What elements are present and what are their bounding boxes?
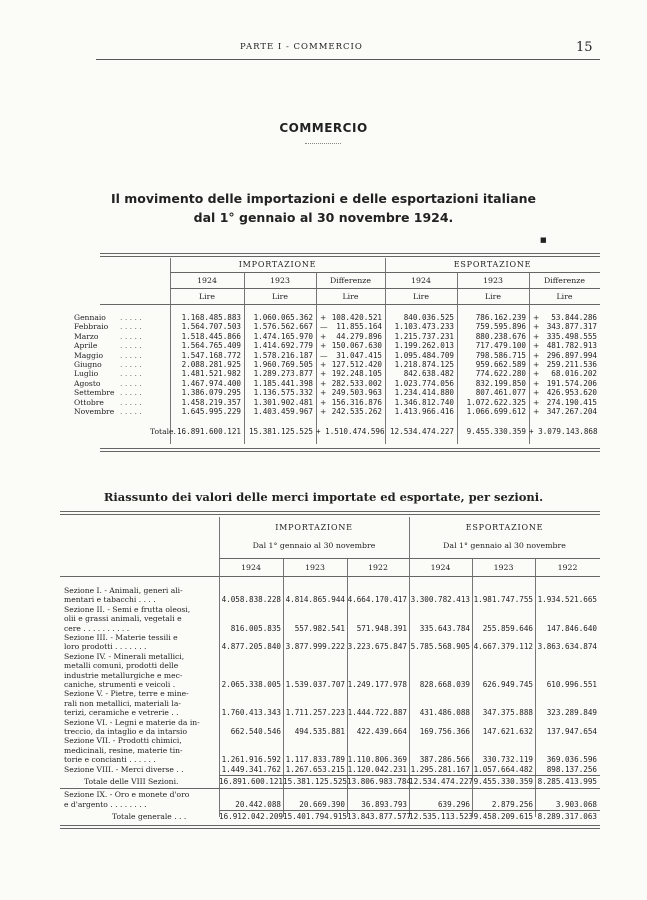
t1-cell: 242.535.262 [331,407,382,416]
t1-cell: 842.638.482 [403,369,454,379]
t1-cell: 335.498.555 [546,331,597,341]
t2-row-label: cere . . . . . . . . . . [64,623,130,633]
t2-row-label: caniche, strumenti e veicoli . [64,680,176,689]
t1-cell: 1.564.765.409 [181,341,241,351]
t1-total-value: 12.534.474.227 [389,427,454,436]
t1-row-month: Luglio [74,369,99,379]
t1-unit: Lire [484,292,501,301]
t2-cell: 494.535.881 [294,727,345,736]
t2-cell: 571.948.391 [356,623,407,633]
t1-row-month: Aprile [74,341,98,351]
t1-cell: 840.036.525 [403,313,454,322]
t1-sign: + [320,397,327,407]
t2-subtotal-label: Totale delle VIII Sezioni. [84,777,179,786]
print-mark: ■ [540,236,547,244]
t1-cell: 259.211.536 [546,360,597,369]
t1-cell: 156.316.876 [331,397,382,407]
t1-row-leader: . . . . . [120,397,142,407]
t1-cell: 1.578.216.187 [253,350,313,360]
t2-rule [219,558,600,559]
t2-cell: 1.760.413.343 [221,708,281,718]
t1-cell: 426.953.620 [546,388,597,398]
t2-row-label: e d'argento . . . . . . . . [64,799,147,809]
t2-cell: 1.539.037.707 [285,680,345,689]
t1-cell: 1.199.262.013 [394,341,454,351]
t2-row-label: Sezione II. - Semi e frutta oleosi, [64,604,191,614]
t2-cell: 662.540.546 [230,727,281,736]
table1-title-line1: Il movimento delle importazioni e delle esportazioni italiane [110,191,537,206]
t2-cell: 1.711.257.223 [285,708,345,718]
t1-cell: 1.403.459.967 [253,407,313,416]
header-rule [96,59,600,60]
t2-cell: 16.891.600.121 [219,777,284,786]
t1-cell: 807.461.077 [475,388,526,398]
t2-rule [219,810,600,811]
t1-row-month: Maggio [74,350,104,360]
t1-col-1923: 1923 [483,276,503,285]
t2-cell: 20.442.088 [235,799,281,809]
t1-cell: 44.279.896 [336,331,382,341]
t1-cell: 1.234.414.880 [394,388,454,398]
t1-unit: Lire [198,292,215,301]
t2-cell: 4.877.205.840 [221,642,281,652]
t2-row-label: Sezione III. - Materie tessili e [64,633,178,642]
t1-cell: 1.185.441.398 [253,378,313,388]
t1-cell: 880.238.676 [475,331,526,341]
t2-col-1923: 1923 [305,563,325,572]
running-title: PARTE I - COMMERCIO [240,42,363,52]
t1-cell: 1.023.774.056 [394,378,454,388]
t2-row-label: mentari e tabacchi . . . . [64,595,156,605]
t2-cell: 13.843.877.577 [347,812,412,822]
t1-cell: 786.162.239 [475,313,526,322]
t2-row-label: Sezione IX. - Oro e monete d'oro [64,790,190,800]
section-title: COMMERCIO [279,121,368,135]
t2-col-1922: 1922 [368,563,388,572]
t2-cell: 1.117.833.789 [285,755,345,765]
t1-row-leader: . . . . . [120,350,142,360]
t1-cell: 774.622.280 [475,369,526,379]
t1-cell: 1.547.168.772 [181,350,241,360]
t2-cell: 8.289.317.063 [537,812,597,822]
t2-cell: 9.458.209.615 [473,812,533,822]
t1-total-label: Totale. . . [150,427,186,436]
t2-grand-label: Totale generale . . . [112,812,187,822]
table1-title-line2: dal 1° gennaio al 30 novembre 1924. [193,210,454,225]
t1-col-diff: Differenze [544,276,585,285]
t2-period: Dal 1° gennaio al 30 novembre [252,541,376,550]
t1-cell: 1.218.874.125 [394,360,454,369]
t1-col-1923: 1923 [270,276,290,285]
t1-row-month: Ottobre [74,397,104,407]
t2-cell: 1.110.806.369 [347,755,407,765]
t1-sign: + [320,331,327,341]
t2-cell: 12.535.113.523 [409,812,474,822]
t1-cell: 1.215.737.231 [394,331,454,341]
t1-sign: + [533,331,540,341]
t1-total-value: + 3.079.143.868 [529,427,598,436]
t2-cell: 2.879.256 [491,799,533,809]
t2-row-label: Sezione VII. - Prodotti chimici, [64,736,182,746]
t1-unit: Lire [342,292,359,301]
t1-sign: — [320,322,328,332]
t2-row-label: loro prodotti . . . . . . . [64,642,147,652]
t1-cell: 127.512.420 [331,360,382,369]
t2-cell: 1.981.747.755 [473,595,533,605]
t2-cell: 16.912.042.209 [219,812,284,822]
t2-cell: 610.996.551 [546,680,597,689]
t1-row-leader: . . . . . [120,331,142,341]
t1-sign: + [320,378,327,388]
t1-cell: 347.267.204 [546,407,597,416]
t2-cell: 1.449.341.762 [221,764,281,774]
t2-cell: 3.903.068 [555,799,597,809]
t2-cell: 3.223.675.847 [347,642,407,652]
t2-row-label: Sezione V. - Pietre, terre e mine- [64,689,189,699]
t1-row-leader: . . . . . [120,388,142,398]
t1-sign: + [320,388,327,398]
t1-cell: 11.855.164 [336,322,382,332]
t1-sign: + [320,407,327,416]
t1-row-month: Gennaio [74,313,106,322]
t1-cell: 1.136.575.332 [253,388,313,398]
t2-cell: 898.137.256 [546,764,597,774]
t2-cell: 369.036.596 [546,755,597,765]
t1-cell: 108.420.521 [331,313,382,322]
t1-sign: + [320,341,327,351]
t2-cell: 3.300.782.413 [410,595,470,605]
t1-row-month: Marzo [74,331,99,341]
t2-group-export: ESPORTAZIONE [465,523,544,532]
t2-row-label: Sezione I. - Animali, generi ali- [64,586,183,595]
t1-cell: 296.897.994 [546,350,597,360]
t2-cell: 3.863.634.874 [537,642,597,652]
t1-row-leader: . . . . . [120,407,142,416]
t2-col-1923: 1923 [493,563,514,572]
t1-row-month: Agosto [74,378,101,388]
t1-cell: 1.414.692.779 [253,341,313,351]
t2-row-label: industrie metallurgiche e mec- [64,670,183,680]
t1-cell: 68.016.202 [551,369,597,379]
t1-sign: + [533,322,540,332]
t2-cell: 335.643.784 [419,623,470,633]
t1-cell: 343.877.317 [546,322,597,332]
t1-col-diff: Differenze [330,276,371,285]
t2-cell: 828.668.039 [419,680,470,689]
t2-col-1922: 1922 [557,563,578,572]
t2-cell: 1.295.281.167 [410,764,470,774]
t1-col-1924: 1924 [197,276,217,285]
t1-sign: + [533,407,540,416]
t1-unit: Lire [556,292,573,301]
t2-cell: 147.621.632 [482,727,533,736]
t2-col-1924: 1924 [241,563,261,572]
title-ornament [305,143,341,144]
t1-cell: 798.586.715 [475,350,526,360]
page-number: 15 [576,40,593,55]
t2-cell: 4.664.170.417 [347,595,407,605]
table2-top-rule [60,511,600,515]
t2-cell: 13.806.983.784 [347,777,412,786]
t1-row-month: Febbraio [74,322,109,332]
t1-row-leader: . . . . . [120,369,142,379]
t1-unit: Lire [271,292,288,301]
t2-cell: 36.893.793 [361,799,407,809]
t2-cell: 1.267.653.215 [285,764,345,774]
t2-row-label: Sezione VIII. - Merci diverse . . [64,764,184,774]
table2-bottom-rule [60,825,600,829]
t2-row-label: medicinali, resine, materie tin- [64,745,183,755]
t2-cell: 1.057.664.482 [473,764,533,774]
t1-cell: 832.199.850 [475,378,526,388]
t1-cell: 191.574.206 [546,378,597,388]
t1-sign: + [533,350,540,360]
t1-row-month: Novembre [74,407,115,416]
t1-cell: 31.047.415 [336,350,382,360]
t2-cell: 816.005.835 [230,623,281,633]
t2-group-import: IMPORTAZIONE [275,523,353,532]
t2-cell: 15.381.125.525 [283,777,348,786]
t2-row-label: treccio, da intaglio e da intarsio [64,727,188,736]
t1-sign: + [320,360,327,369]
t1-cell: 1.960.769.505 [253,360,313,369]
t1-cell: 192.248.105 [331,369,382,379]
t1-cell: 274.190.415 [546,397,597,407]
t2-cell: 1.934.521.665 [537,595,597,605]
t2-cell: 12.534.474.227 [409,777,474,786]
t1-sign: + [533,313,540,322]
table2-title: Riassunto dei valori delle merci importate ed esportate, per sezioni. [103,490,544,504]
t2-cell: 626.949.745 [482,680,533,689]
t2-cell: 323.289.849 [546,708,597,718]
t1-cell: 1.481.521.982 [181,369,241,379]
t1-sign: + [533,341,540,351]
t1-cell: 1.301.902.481 [253,397,313,407]
t1-cell: 959.662.589 [475,360,526,369]
t2-row-label: rali non metallici, materiali la- [64,698,181,708]
t1-cell: 282.533.002 [331,378,382,388]
t2-rule [60,788,600,789]
t1-cell: 249.503.963 [331,388,382,398]
t1-row-month: Giugno [74,360,102,369]
t2-cell: 557.982.541 [294,623,345,633]
t2-rule [60,576,600,577]
t1-cell: 1.289.273.877 [253,369,313,379]
t2-row-label: terizi, ceramiche e vetrerie . . [64,708,179,718]
t1-cell: 1.072.622.325 [466,397,526,407]
t1-cell: 1.413.966.416 [394,407,454,416]
t1-sign: + [320,369,327,379]
t1-sign: + [533,397,540,407]
t2-row-label: Sezione VI. - Legni e materie da in- [64,717,200,727]
t1-cell: 1.168.485.883 [181,313,241,322]
t2-cell: 2.065.338.005 [221,680,281,689]
t1-sign: + [533,360,540,369]
t1-total-value: 16.891.600.121 [176,427,241,436]
t2-cell: 639.296 [437,799,470,809]
t2-cell: 255.859.646 [482,623,533,633]
t2-cell: 4.058.838.228 [221,595,281,605]
t2-cell: 330.732.119 [482,755,533,765]
t1-sign: — [320,350,328,360]
t2-cell: 1.444.722.887 [347,708,407,718]
t1-cell: 1.518.445.866 [181,331,241,341]
t1-cell: 1.066.699.612 [466,407,526,416]
t2-rule [219,775,600,776]
t1-total-value: 15.381.125.525 [248,427,313,436]
t2-cell: 1.261.916.592 [221,755,281,765]
t2-cell: 422.439.664 [356,727,407,736]
t1-rule [170,288,600,289]
t1-cell: 150.067.630 [331,341,382,351]
t1-cell: 53.844.286 [551,313,597,322]
t1-unit: Lire [412,292,429,301]
table1-bottom-rule [100,448,600,452]
t1-row-leader: . . . . . [120,341,142,351]
t2-row-label: metalli comuni, prodotti delle [64,661,179,671]
t1-cell: 1.103.473.233 [394,322,454,332]
t1-row-leader: . . . . . [120,360,142,369]
t1-group-import: IMPORTAZIONE [238,260,317,269]
t2-col-1924: 1924 [430,563,451,572]
t1-rule [170,272,600,273]
t2-cell: 4.667.379.112 [473,642,533,652]
t2-cell: 3.877.999.222 [285,642,345,652]
t1-cell: 1.467.974.400 [181,378,241,388]
t1-total-value: 9.455.330.359 [466,427,526,436]
t1-sign: + [533,369,540,379]
t2-cell: 20.669.390 [299,799,345,809]
t1-row-leader: . . . . . [120,322,142,332]
t2-cell: 15.401.794.915 [283,812,348,822]
t1-cell: 1.060.065.362 [253,313,313,322]
t1-cell: 1.474.165.970 [253,331,313,341]
t1-cell: 1.576.562.667 [253,322,313,332]
t1-total-value: + 1.510.474.596 [316,427,385,436]
t1-sign: + [533,378,540,388]
t2-cell: 1.120.042.231 [347,764,407,774]
t2-cell: 347.375.888 [482,708,533,718]
t2-cell: 5.785.568.905 [410,642,470,652]
t2-row-label: torie e concianti . . . . . . [64,755,156,765]
t2-cell: 387.286.566 [419,755,470,765]
t1-sign: + [320,313,327,322]
t2-row-label: olii e grassi animali, vegetali e [64,614,182,624]
t1-cell: 1.386.079.295 [181,388,241,398]
t1-group-export: ESPORTAZIONE [453,260,532,269]
t1-row-leader: . . . . . [120,313,142,322]
t1-cell: 1.458.219.357 [181,397,241,407]
t1-sign: + [533,388,540,398]
table1-top-rule [100,253,600,257]
t1-cell: 1.564.707.503 [181,322,241,332]
t2-row-label: Sezione IV. - Minerali metallici, [64,651,185,661]
t2-cell: 1.249.177.978 [347,680,407,689]
t2-cell: 147.846.640 [546,623,597,633]
t1-cell: 717.479.100 [475,341,526,351]
t1-col-1924: 1924 [411,276,431,285]
t1-cell: 2.088.281.925 [181,360,241,369]
t2-cell: 4.814.865.944 [285,595,345,605]
t1-cell: 1.095.484.709 [394,350,454,360]
t2-cell: 431.486.088 [419,708,470,718]
t1-cell: 759.595.896 [475,322,526,332]
t2-cell: 137.947.654 [546,727,597,736]
t1-row-leader: . . . . . [120,378,142,388]
t2-cell: 169.756.366 [419,727,470,736]
t1-cell: 481.782.913 [546,341,597,351]
t2-cell: 9.455.330.359 [473,777,533,786]
t1-rule [100,304,600,305]
t1-cell: 1.346.812.740 [394,397,454,407]
t1-row-month: Settembre [74,388,115,398]
t1-cell: 1.645.995.229 [181,407,241,416]
t2-period: Dal 1° gennaio al 30 novembre [443,541,566,550]
t2-cell: 8.285.413.995 [537,777,597,786]
